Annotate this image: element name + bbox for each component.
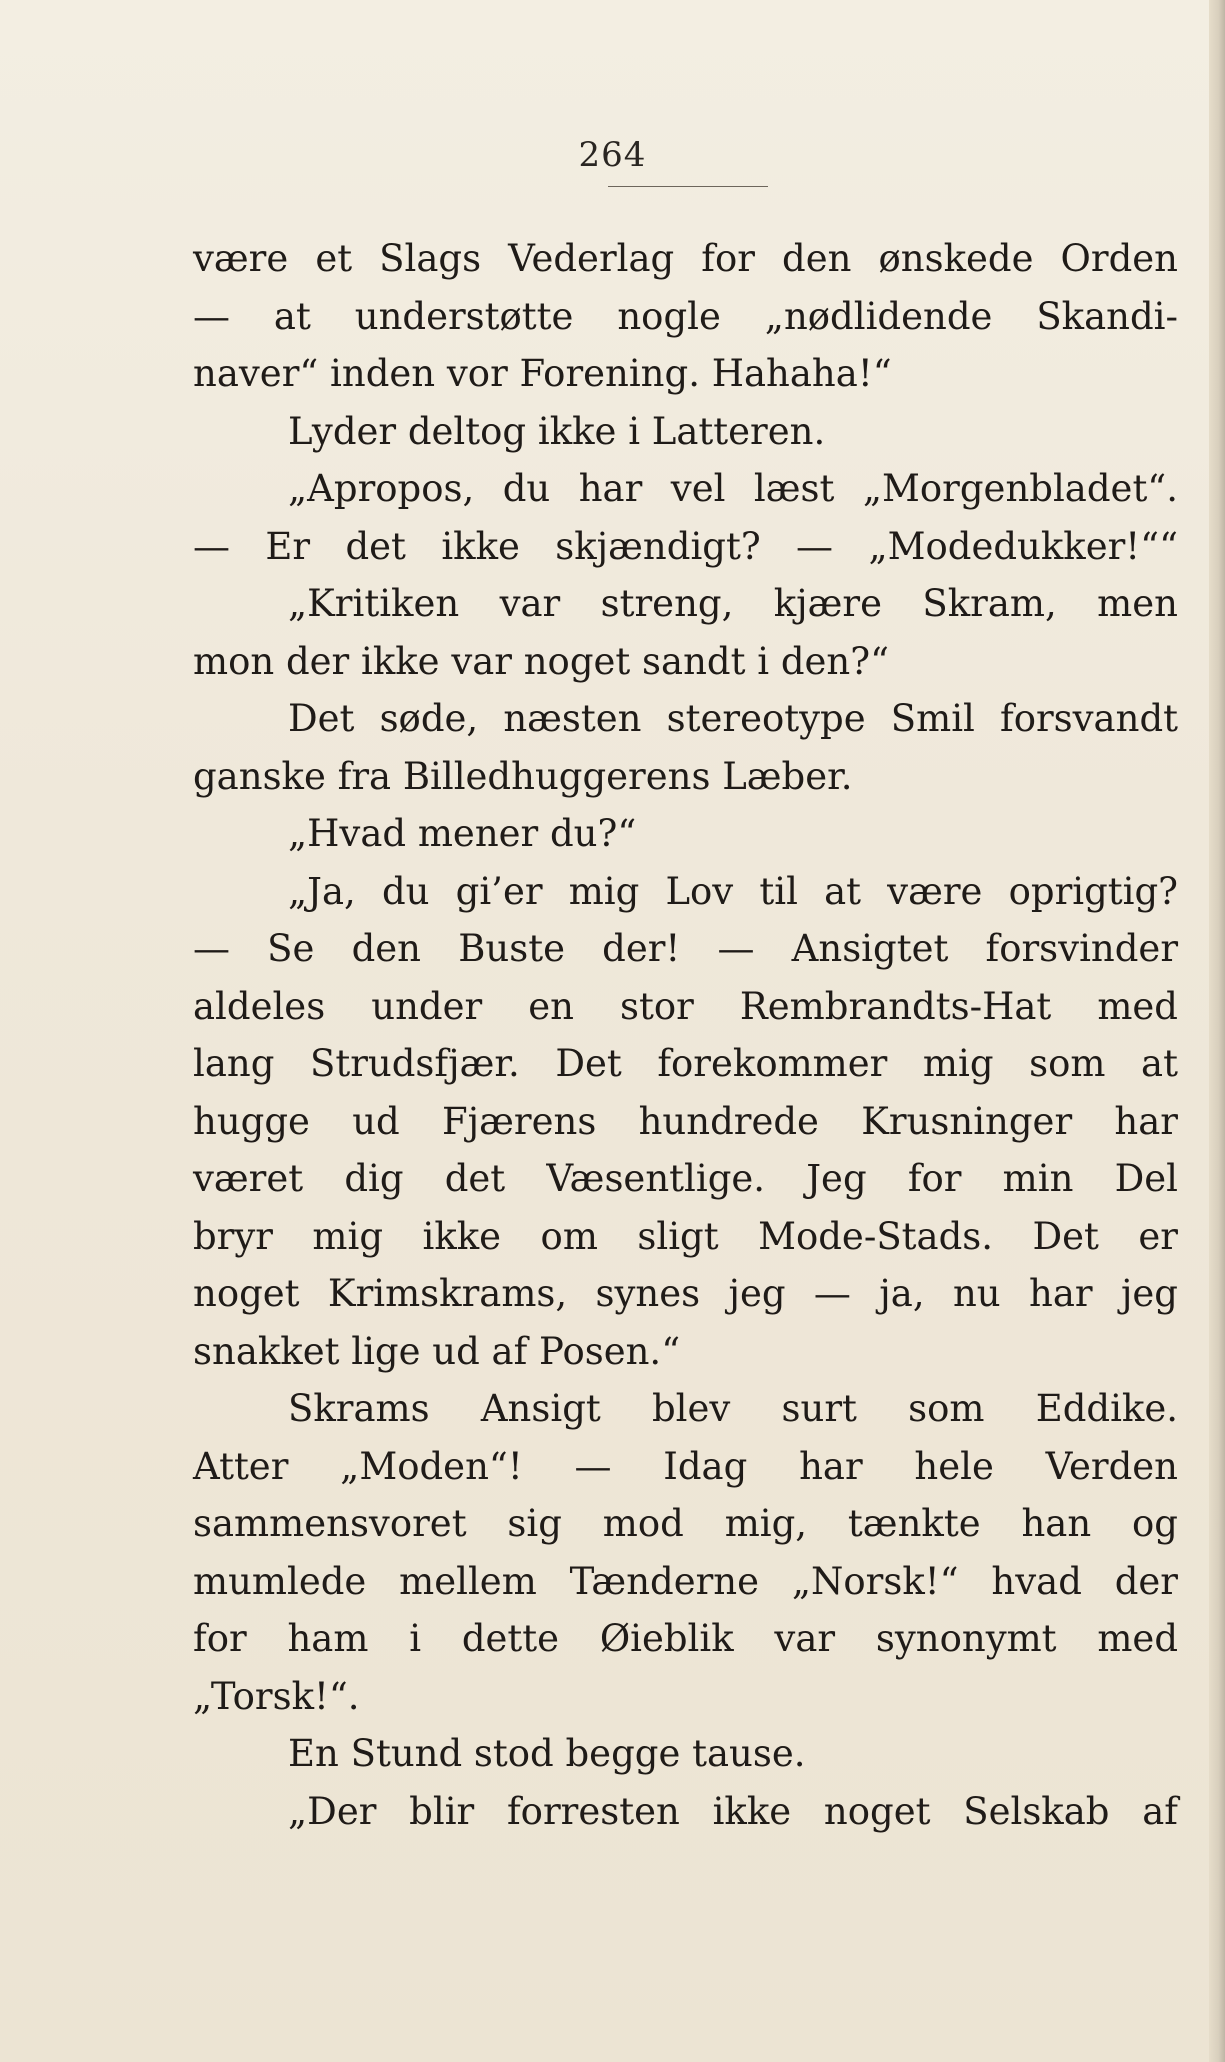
text-line: — Se den Buste der! — Ansigtet forsvinder [193, 927, 1178, 970]
text-line: hugge ud Fjærens hundrede Krusninger har [193, 1099, 1178, 1143]
text-line: mumlede mellem Tænderne „Norsk!“ hvad der [193, 1559, 1178, 1603]
text-line: „Kritiken var streng, kjære Skram, men [288, 582, 1178, 625]
text-line: Det søde, næsten stereotype Smil forsvandt [288, 697, 1178, 740]
text-line: Atter „Moden“! — Idag har hele Verden [193, 1444, 1178, 1488]
text-line: Lyder deltog ikke i Latteren. [288, 409, 826, 453]
text-line: — Er det ikke skjændigt? — „Modedukker!““ [193, 524, 1178, 568]
text-line: være et Slags Vederlag for den ønskede Orden [193, 237, 1178, 280]
text-line: lang Strudsfjær. Det forekommer mig som at [193, 1042, 1178, 1085]
page-number-rule [608, 186, 768, 187]
body-text [193, 230, 1178, 1840]
text-line: naver“ inden vor Forening. Hahaha!“ [193, 352, 892, 395]
text-line: „Ja, du gi’er mig Lov til at være oprigtig? [288, 869, 1178, 913]
text-line: „Der blir forresten ikke noget Selskab af [288, 1789, 1178, 1833]
text-line: sammensvoret sig mod mig, tænkte han og [193, 1502, 1178, 1545]
text-line: aldeles under en stor Rembrandts-Hat med [193, 984, 1178, 1028]
text-line: for ham i dette Øieblik var synonymt med [193, 1617, 1178, 1660]
text-line: „Apropos, du har vel læst „Morgenbladet“. [288, 467, 1178, 510]
text-line: mon der ikke var noget sandt i den?“ [193, 639, 889, 683]
text-line: bryr mig ikke om sligt Mode-Stads. Det er [193, 1214, 1178, 1258]
text-line: Skrams Ansigt blev surt som Eddike. [288, 1387, 1178, 1430]
text-line: — at understøtte nogle „nødlidende Skandi- [193, 294, 1178, 338]
text-line: snakket lige ud af Posen.“ [193, 1329, 681, 1373]
text-line: noget Krimskrams, synes jeg — ja, nu har jeg [193, 1272, 1178, 1315]
text-line: været dig det Væsentlige. Jeg for min Del [193, 1157, 1178, 1200]
page-number: 264 [578, 135, 647, 175]
text-line: ganske fra Billedhuggerens Læber. [193, 754, 853, 798]
page-edge [1209, 0, 1225, 2062]
text-line: „Hvad mener du?“ [288, 812, 637, 855]
text-line: „Torsk!“. [193, 1674, 360, 1718]
text-line: En Stund stod begge tause. [288, 1732, 806, 1775]
